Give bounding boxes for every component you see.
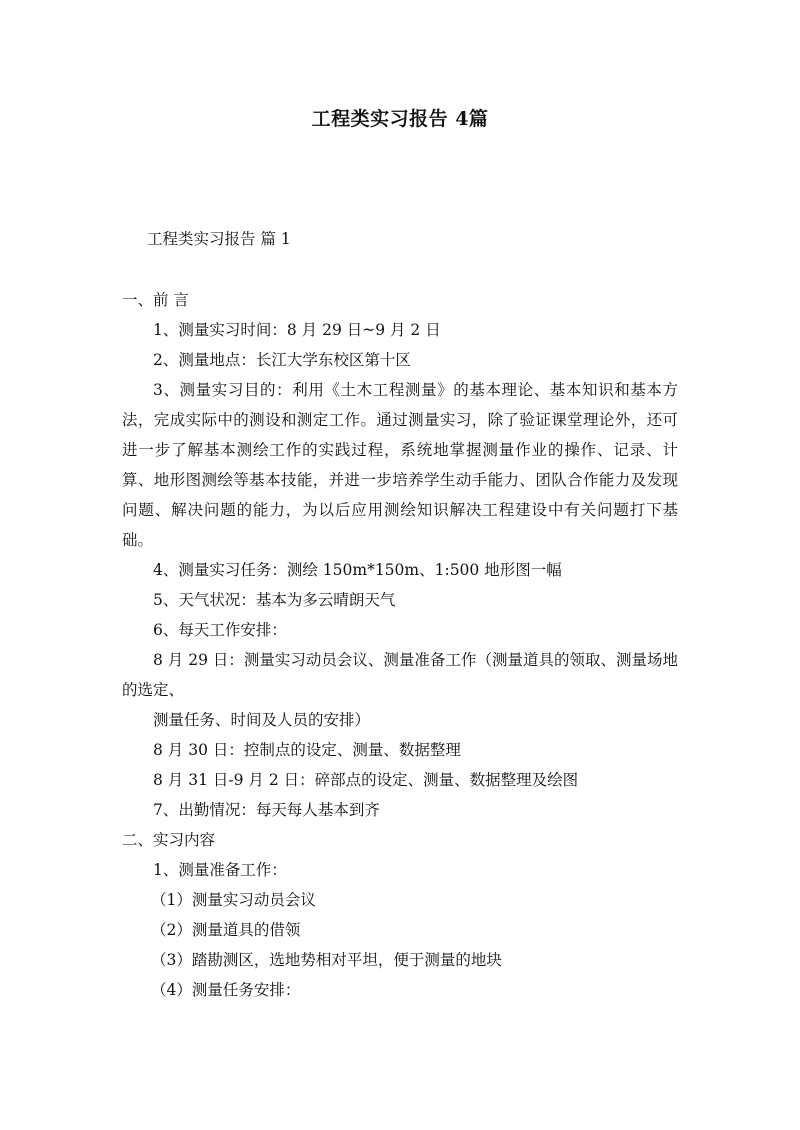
paragraph-location: 2、测量地点：长江大学东校区第十区 (153, 351, 411, 369)
paragraph-time: 1、测量实习时间：8 月 29 日~9 月 2 日 (153, 321, 441, 339)
paragraph-task: 4、测量实习任务：测绘 150m*150m、1:500 地形图一幅 (153, 561, 562, 579)
paragraph-weather: 5、天气状况：基本为多云晴朗天气 (153, 591, 396, 609)
paragraph-schedule-aug30: 8 月 30 日：控制点的设定、测量、数据整理 (153, 741, 461, 759)
list-item-equipment: （2）测量道具的借领 (151, 921, 301, 939)
paragraph-preparation: 1、测量准备工作： (153, 861, 287, 879)
paragraph-attendance: 7、出勤情况：每天每人基本到齐 (153, 801, 380, 819)
paragraph-schedule-aug29-cont: 测量任务、时间及人员的安排） (153, 711, 371, 729)
heading-preface: 一、前 言 (122, 291, 189, 309)
document-body (122, 224, 678, 1005)
heading-content: 二、实习内容 (122, 831, 216, 849)
paragraph-schedule-aug31: 8 月 31 日-9 月 2 日：碎部点的设定、测量、数据整理及绘图 (153, 771, 579, 789)
list-item-task-assignment: （4）测量任务安排： (151, 981, 301, 999)
document-title: 工程类实习报告 4篇 (311, 108, 489, 130)
paragraph-schedule-heading: 6、每天工作安排： (153, 621, 287, 639)
list-item-survey-area: （3）踏勘测区，选地势相对平坦，便于测量的地块 (151, 951, 502, 969)
list-item-meeting: （1）测量实习动员会议 (151, 891, 316, 909)
paragraph-schedule-aug29: 8 月 29 日：测量实习动员会议、测量准备工作（测量道具的领取、测量场地的选定、 (122, 651, 678, 699)
paragraph-purpose: 3、测量实习目的：利用《土木工程测量》的基本理论、基本知识和基本方法，完成实际中的测设和测定工作。通过测量实习，除了验证课堂理论外，还可进一步了解基本测绘工作的实践过程，系统地掌握测量作业的操作、记录、计算、地形图测绘等基本技能，并进一步培养学生动手能力、团队合作能力及发现问题、解决问题的能力，为以后应用测绘知识解决工程建设中有关问题打下基础。 (122, 381, 678, 549)
section-subtitle: 工程类实习报告 篇 1 (147, 230, 291, 248)
